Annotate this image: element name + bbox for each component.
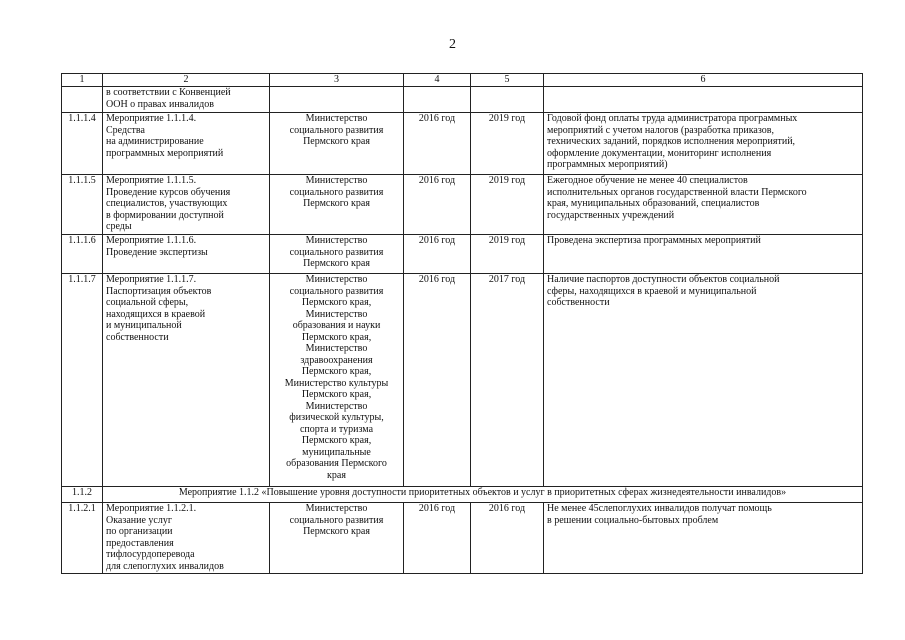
column-number-row	[62, 74, 863, 87]
start-year: 2016 год	[404, 113, 471, 175]
activity-name: Мероприятие 1.1.1.4. Средства на администрирование программных мероприятий	[103, 113, 270, 175]
column-number: 1	[62, 74, 103, 87]
table-row	[62, 274, 863, 487]
executor: Министерство социального развития Пермского края, Министерство образования и науки Пермского края, Министерство здравоохранения Пермского края, Министерство культуры Пермского края, Министерство физической культуры, спорта и туризма Пермского края, муниципальные образования Пермского края	[270, 274, 404, 487]
expected-result: Проведена экспертиза программных мероприятий	[544, 235, 863, 274]
column-number: 3	[270, 74, 404, 87]
end-year: 2017 год	[471, 274, 544, 487]
end-year: 2019 год	[471, 175, 544, 235]
column-number: 4	[404, 74, 471, 87]
start-year: 2016 год	[404, 175, 471, 235]
table-row	[62, 175, 863, 235]
activity-name: Мероприятие 1.1.1.6. Проведение экспертизы	[103, 235, 270, 274]
table-row	[62, 87, 863, 113]
row-number: 1.1.2	[62, 487, 103, 503]
program-table	[61, 73, 863, 574]
column-number: 6	[544, 74, 863, 87]
table-row	[62, 113, 863, 175]
column-number: 5	[471, 74, 544, 87]
table-row	[62, 235, 863, 274]
expected-result: Годовой фонд оплаты труда администратора программных мероприятий с учетом налогов (разработка приказов, технических заданий, порядков исполнения мероприятий, оформление документации, мониторинг исполнения программных мероприятий)	[544, 113, 863, 175]
column-number: 2	[103, 74, 270, 87]
row-number: 1.1.1.6	[62, 235, 103, 274]
end-year: 2016 год	[471, 503, 544, 574]
start-year: 2016 год	[404, 235, 471, 274]
page-number: 2	[449, 37, 456, 52]
activity-name: Мероприятие 1.1.2.1. Оказание услуг по организации предоставления тифлосурдоперевода для слепоглухих инвалидов	[103, 503, 270, 574]
expected-result: Не менее 45слепоглухих инвалидов получат помощь в решении социально-бытовых проблем	[544, 503, 863, 574]
executor: Министерство социального развития Пермского края	[270, 113, 404, 175]
activity-name: Мероприятие 1.1.1.5. Проведение курсов обучения специалистов, участвующих в формировании доступной среды	[103, 175, 270, 235]
row-number: 1.1.1.4	[62, 113, 103, 175]
executor: Министерство социального развития Пермского края	[270, 175, 404, 235]
activity-name: в соответствии с Конвенцией ООН о правах инвалидов	[103, 87, 270, 113]
start-year: 2016 год	[404, 274, 471, 487]
expected-result: Ежегодное обучение не менее 40 специалистов исполнительных органов государственной власти Пермского края, муниципальных образований, специалистов государственных учреждений	[544, 175, 863, 235]
section-row	[62, 487, 863, 503]
activity-name: Мероприятие 1.1.1.7. Паспортизация объектов социальной сферы, находящихся в краевой и муниципальной собственности	[103, 274, 270, 487]
expected-result: Наличие паспортов доступности объектов социальной сферы, находящихся в краевой и муниципальной собственности	[544, 274, 863, 487]
row-number: 1.1.2.1	[62, 503, 103, 574]
executor: Министерство социального развития Пермского края	[270, 503, 404, 574]
row-number: 1.1.1.7	[62, 274, 103, 487]
end-year: 2019 год	[471, 113, 544, 175]
start-year: 2016 год	[404, 503, 471, 574]
end-year: 2019 год	[471, 235, 544, 274]
section-title: Мероприятие 1.1.2 «Повышение уровня доступности приоритетных объектов и услуг в приоритетных сферах жизнедеятельности инвалидов»	[103, 487, 863, 503]
row-number: 1.1.1.5	[62, 175, 103, 235]
table-row	[62, 503, 863, 574]
executor: Министерство социального развития Пермского края	[270, 235, 404, 274]
